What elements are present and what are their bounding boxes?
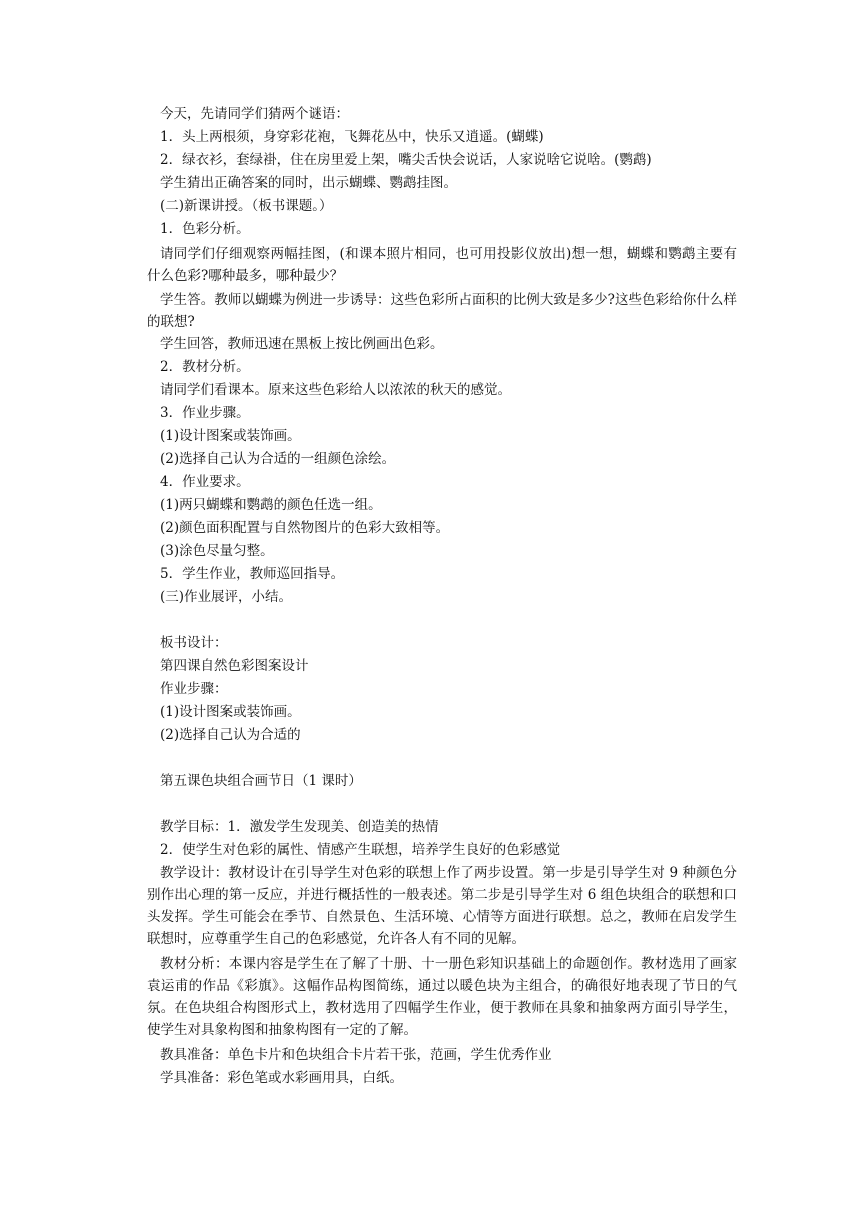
board-design-title: 板书设计： [160, 635, 228, 651]
requirement-3: (3)涂色尽量匀整。 [160, 543, 274, 559]
teaching-design-paragraph: 教学设计：教材设计在引导学生对色彩的联想上作了两步设置。第一步是引导学生对 9 种颜色分别作出心理的第一反应，并进行概括性的一般表述。第二步是引导学生对 6 组色块组合的联想和口头发挥。学生可能会在季节、自然景色、生活环境、心情等方面进行联想。总之，教师在启发学生联想时，应尊重学生自己的色彩感觉，允许各人有不同的见解。 [147, 865, 737, 947]
student-answer-line: 学生回答，教师迅速在黑板上按比例画出色彩。 [160, 336, 444, 352]
new-lesson-heading: (二)新课讲授。（板书课题。） [160, 198, 333, 214]
guess-line: 学生猜出正确答案的同时，出示蝴蝶、鹦鹉挂图。 [160, 175, 457, 191]
board-steps-label: 作业步骤： [160, 681, 228, 697]
teacher-guide-paragraph: 学生答。教师以蝴蝶为例进一步诱导：这些色彩所占面积的比例大致是多少?这些色彩给你什么样的联想? [147, 292, 737, 330]
teacher-tools-line: 教具准备：单色卡片和色块组合卡片若干张，范画，学生优秀作业 [160, 1047, 552, 1063]
requirement-1: (1)两只蝴蝶和鹦鹉的颜色任选一组。 [160, 497, 382, 513]
board-step-2: (2)选择自己认为合适的 [160, 727, 301, 743]
textbook-analysis-paragraph: 教材分析：本课内容是学生在了解了十册、十一册色彩知识基础上的命题创作。教材选用了画家袁运甫的作品《彩旗》。这幅作品构图简练，通过以暖色块为主组合，的确很好地表现了节日的气氛。在色块组合构图形式上，教材选用了四幅学生作业，便于教师在具象和抽象两方面引导学生，使学生对具象构图和抽象构图有一定的了解。 [147, 956, 737, 1038]
student-tools-line: 学具准备：彩色笔或水彩画用具，白纸。 [160, 1070, 403, 1086]
board-step-1: (1)设计图案或装饰画。 [160, 704, 301, 720]
textbook-line: 请同学们看课本。原来这些色彩给人以浓浓的秋天的感觉。 [160, 382, 511, 398]
riddle-2: 2．绿衣衫，套绿褂，住在房里爱上架，嘴尖舌快会说话，人家说啥它说啥。(鹦鹉) [160, 152, 652, 168]
section-textbook-analysis: 2．教材分析。 [160, 359, 250, 375]
requirement-2: (2)颜色面积配置与自然物图片的色彩大致相等。 [160, 520, 450, 536]
step-1: (1)设计图案或装饰画。 [160, 428, 301, 444]
teaching-goal-2: 2．使学生对色彩的属性、情感产生联想，培养学生良好的色彩感觉 [160, 842, 561, 858]
section-color-analysis: 1．色彩分析。 [160, 221, 250, 237]
color-question-paragraph: 请同学们仔细观察两幅挂图，(和课本照片相同，也可用投影仪放出)想一想，蝴蝶和鹦鹉主要有什么色彩?哪种最多，哪种最少？ [147, 246, 737, 284]
section-homework-steps: 3．作业步骤。 [160, 405, 250, 421]
board-lesson-title: 第四课自然色彩图案设计 [160, 658, 309, 674]
lesson-5-title: 第五课色块组合画节日（1 课时） [160, 773, 362, 789]
intro-line: 今天，先请同学们猜两个谜语： [160, 106, 349, 122]
teaching-goal-1: 教学目标：1．激发学生发现美、创造美的热情 [160, 819, 439, 835]
section-review: (三)作业展评，小结。 [160, 589, 293, 605]
riddle-1: 1．头上两根须，身穿彩花袍，飞舞花丛中，快乐又逍遥。(蝴蝶) [160, 129, 544, 145]
section-homework-requirements: 4．作业要求。 [160, 474, 250, 490]
section-student-work: 5．学生作业，教师巡回指导。 [160, 566, 345, 582]
step-2: (2)选择自己认为合适的一组颜色涂绘。 [160, 451, 396, 467]
